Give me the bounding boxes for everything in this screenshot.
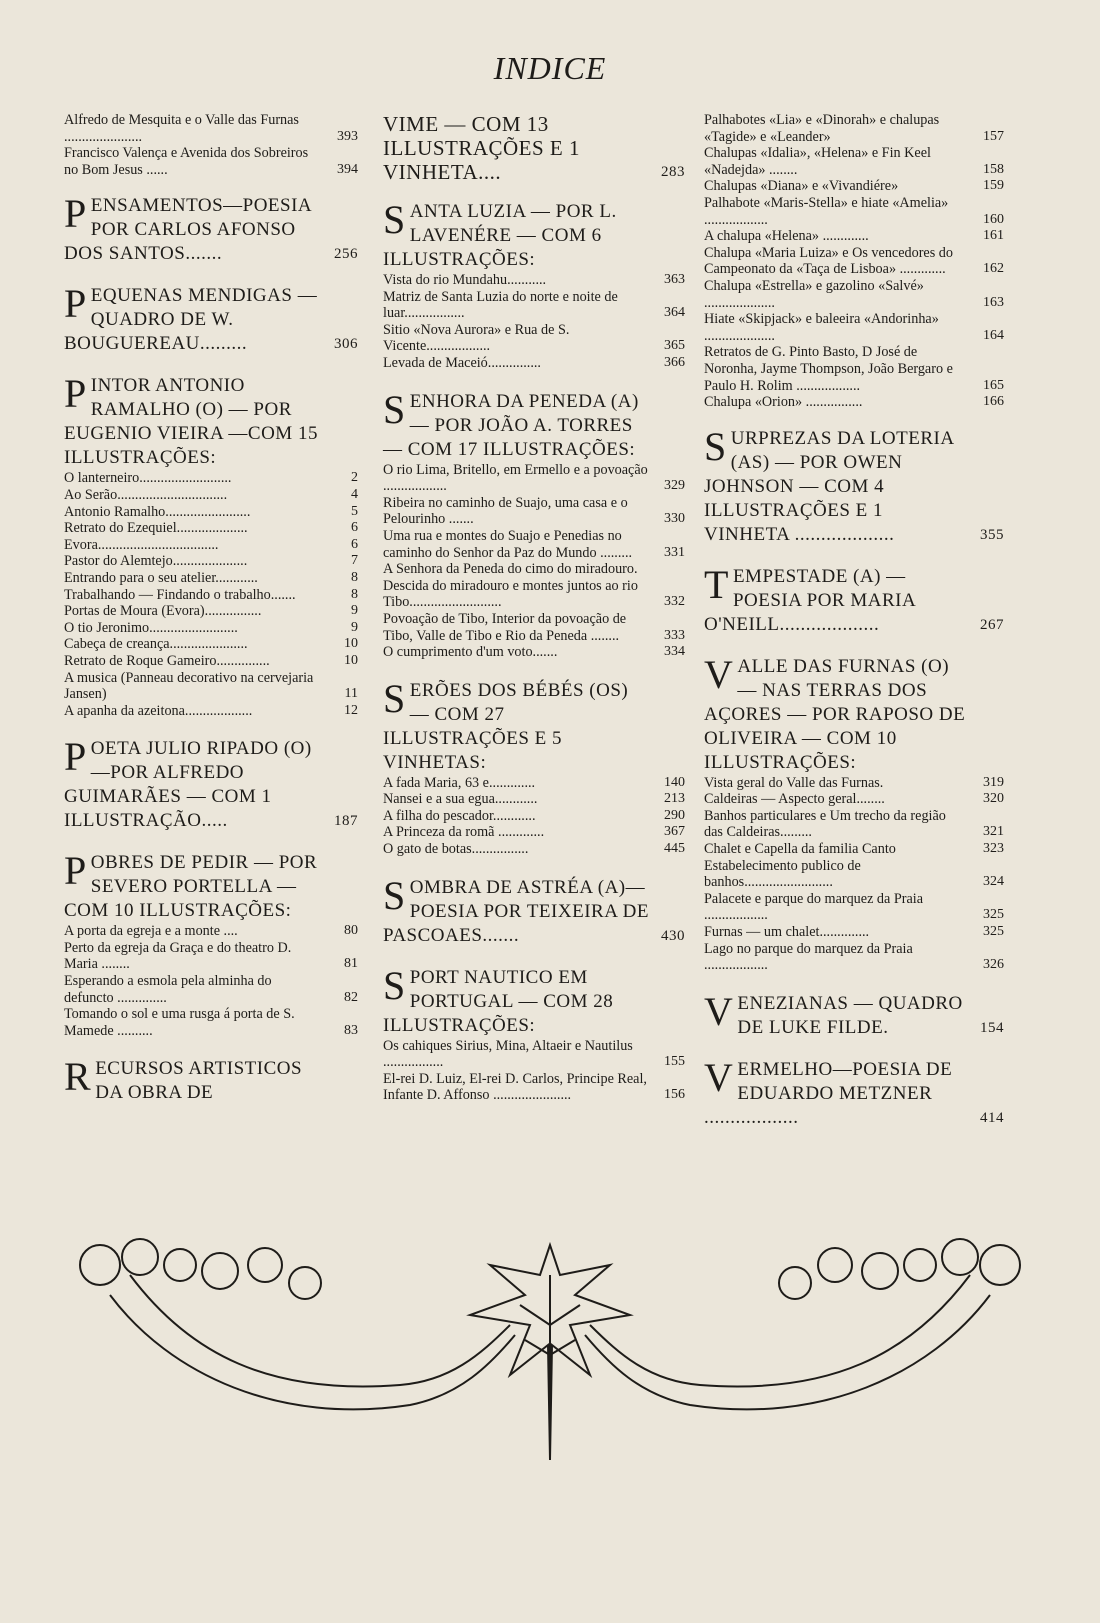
page-number: 367 [664,824,685,840]
page-number: 165 [983,377,1004,393]
entry-title: El-rei D. Luiz, El-rei D. Carlos, Principe Real, Infante D. Affonso ...................... [383,1070,647,1104]
page-number: 140 [664,774,685,790]
index-column-2 [383,112,685,1122]
index-entry [383,561,685,611]
entry-title: Perto da egreja da Graça e do theatro D. Maria ........ [64,939,292,973]
index-entry [704,311,1004,344]
drop-capital: P [64,281,87,327]
index-entry [704,195,1004,228]
index-entry [64,470,358,487]
drop-capital: S [383,386,406,432]
index-entry [383,824,685,841]
page-number: 306 [334,336,358,353]
section-heading [704,423,1004,547]
page-number: 445 [664,841,685,857]
section-heading-text: ALLE DAS FURNAS (O) — NAS TERRAS DOS AÇORES — POR RAPOSO DE OLIVEIRA — COM 10 ILLUSTRAÇÕES: [704,655,966,773]
index-entry [704,891,1004,924]
page-number: 430 [661,927,685,944]
drop-capital: P [64,848,87,894]
index-entry [64,1006,358,1039]
page-number: 82 [344,989,358,1005]
page-number: 256 [334,246,358,263]
index-section [704,988,1004,1040]
index-column-1 [64,112,358,1123]
index-entry [704,791,1004,808]
drop-capital: P [64,191,87,237]
section-heading [383,675,685,775]
entry-title: Trabalhando — Findando o trabalho....... [64,586,296,603]
section-heading-text: ENHORA DA PENEDA (A) — POR JOÃO A. TORRES — COM 17 ILLUSTRAÇÕES: [383,390,639,460]
entry-title: Chalupa «Orion» ................ [704,394,863,411]
entry-title: Alfredo de Mesquita e o Valle das Furnas ...................... [64,112,299,145]
section-heading-text: PORT NAUTICO EM PORTUGAL — COM 28 ILLUSTRAÇÕES: [383,966,614,1036]
index-entry [383,644,685,661]
page-number: 324 [983,874,1004,890]
entry-title: O rio Lima, Britello, em Ermello e a povoação .................. [383,461,648,495]
page-number: 164 [983,327,1004,343]
section-heading [704,651,1004,775]
page-number: 323 [983,841,1004,857]
index-section [64,191,358,266]
entry-title: Palacete e parque do marquez da Praia .................. [704,890,924,924]
page-number: 9 [351,619,358,635]
page-number: 366 [664,354,685,370]
page-number: 154 [980,1019,1004,1036]
entry-title: Ao Serão............................... [64,486,228,503]
entry-title: Entrando para o seu atelier............ [64,569,258,586]
index-entry [383,791,685,808]
entry-title: Uma rua e montes do Suajo e Penedias no caminho do Senhor da Paz do Mundo ......... [383,527,633,561]
section-heading [383,962,685,1038]
entry-title: O cumprimento d'um voto....... [383,644,558,661]
entry-title: Hiate «Skipjack» e baleeira «Andorinha» .................... [704,311,939,344]
page-number: 330 [664,511,685,527]
drop-capital: V [704,651,734,697]
index-entry [64,504,358,521]
page-number: 365 [664,338,685,354]
index-entry [64,603,358,620]
drop-capital: R [64,1054,92,1100]
entry-title: Vista geral do Valle das Furnas. [704,774,884,791]
index-section [383,872,685,948]
index-entry [383,611,685,644]
index-entry [383,528,685,561]
page-number: 8 [351,586,358,602]
index-entry [383,272,685,289]
index-section [383,962,685,1104]
page-number: 162 [983,261,1004,277]
entry-title: Francisco Valença e Avenida dos Sobreiros no Bom Jesus ...... [64,145,309,178]
section-heading-text: ANTA LUZIA — POR L. LAVENÉRE — COM 6 ILLUSTRAÇÕES: [383,201,617,270]
page-number: 326 [983,957,1004,973]
index-section [383,675,685,858]
index-entry [64,520,358,537]
index-column-3 [704,112,1004,1148]
entry-title: A musica (Panneau decorativo na cervejaria Jansen) [64,669,314,703]
entry-title: Lago no parque do marquez da Praia .................. [704,940,913,974]
index-entry [704,228,1004,245]
drop-capital: S [383,962,406,1008]
index-entry [383,841,685,858]
entry-title: Chalupa «Maria Luiza» e Os vencedores do Campeonato da «Taça de Lisboa» ............. [704,244,953,278]
page-number: 2 [351,470,358,486]
index-entry [704,112,1004,145]
page-number: 80 [344,923,358,939]
entry-title: Chalet e Capella da familia Canto [704,841,896,858]
entry-title: Sitio «Nova Aurora» e Rua de S. Vicente.................. [383,321,570,355]
page-number: 10 [344,652,358,668]
page-number: 290 [664,807,685,823]
section-heading-text: ERÕES DOS BÉBÉS (OS) — COM 27 ILLUSTRAÇÕES E 5 VINHETAS: [383,679,629,773]
index-entry [383,775,685,792]
page-number: 364 [664,305,685,321]
entry-title: Povoação de Tibo, Interior da povoação de Tibo, Valle de Tibo e Rio da Peneda ........ [383,610,627,644]
entry-title: A filha do pescador............ [383,807,536,824]
drop-capital: S [383,197,406,242]
entry-title: Retrato de Roque Gameiro............... [64,652,270,669]
section-heading [64,848,358,923]
section-heading-text: OETA JULIO RIPADO (O)—POR ALFREDO GUIMARÃES — COM 1 ILLUSTRAÇÃO..... [64,738,312,832]
page-number: 283 [661,164,685,180]
index-entry [64,570,358,587]
drop-capital: S [704,423,727,469]
section-heading-text: EQUENAS MENDIGAS — QUADRO DE W. BOUGUEREAU......... [64,285,318,355]
section-heading [64,191,358,266]
continued-heading [383,112,685,184]
index-section [64,281,358,356]
entry-title: Matriz de Santa Luzia do norte e noite de luar................. [383,288,618,322]
section-heading [383,386,685,462]
entry-title: O lanterneiro.......................... [64,470,232,487]
entry-title: A Senhora da Peneda do cimo do miradouro. Descida do miradouro e montes juntos ao rio Tibo.......................... [383,561,638,611]
drop-capital: S [383,675,406,721]
index-entry [383,1071,685,1104]
entry-title: Os cahiques Sirius, Mina, Altaeir e Nautilus ................. [383,1037,633,1071]
index-entry [704,841,1004,858]
index-entry [704,344,1004,394]
index-entry [383,808,685,825]
index-entry [383,289,685,322]
index-entry [704,278,1004,311]
index-section [383,386,685,661]
page-number: 9 [351,603,358,619]
index-entry [704,394,1004,411]
index-entry [64,145,358,178]
page-number: 213 [664,791,685,807]
index-section [704,423,1004,547]
index-entry [704,775,1004,792]
page-number: 325 [983,907,1004,923]
continued-entries [704,112,1004,411]
page-number: 81 [344,956,358,972]
entry-title: A fada Maria, 63 e............. [383,774,536,791]
section-heading [383,112,685,184]
index-entry [383,355,685,372]
page-number: 394 [337,161,358,177]
index-entry [64,923,358,940]
entry-title: A apanha da azeitona................... [64,702,253,719]
index-entry [64,553,358,570]
section-heading-text: OBRES DE PEDIR — POR SEVERO PORTELLA — COM 10 ILLUSTRAÇÕES: [64,852,318,922]
section-heading-text: URPREZAS DA LOTERIA (AS) — POR OWEN JOHNSON — COM 4 ILLUSTRAÇÕES E 1 VINHETA ................... [704,427,954,545]
entry-title: Furnas — um chalet.............. [704,924,870,941]
section-heading [704,1054,1004,1130]
entry-title: Retrato do Ezequiel.................... [64,520,248,537]
index-entry [704,808,1004,841]
entry-title: Chalupas «Idalia», «Helena» e Fin Keel «Nadejda» ........ [704,145,931,178]
entry-title: Banhos particulares e Um trecho da região das Caldeiras......... [704,807,946,841]
section-heading-text: ECURSOS ARTISTICOS DA OBRA DE [95,1058,303,1104]
entry-title: Palhabote «Maris-Stella» e hiate «Amelia» .................. [704,194,949,228]
page-number: 333 [664,627,685,643]
index-entry [64,112,358,145]
section-heading-text: EMPESTADE (A) — POESIA POR MARIA O'NEILL................... [704,565,916,635]
section-heading-text: ERMELHO—POESIA DE EDUARDO METZNER .................. [704,1058,953,1128]
page-title: INDICE [493,50,607,86]
entry-title: Chalupa «Estrella» e gazolino «Salvé» .................... [704,277,924,311]
entry-title: Esperando a esmola pela alminha do defuncto .............. [64,973,272,1006]
index-entry [64,537,358,554]
page-number: 155 [664,1054,685,1070]
drop-capital: P [64,371,87,417]
page-number: 158 [983,161,1004,177]
section-heading [64,281,358,356]
page-number: 83 [344,1022,358,1038]
drop-capital: T [704,561,729,607]
page-number: 161 [983,228,1004,244]
index-entry [383,322,685,355]
index-section [704,561,1004,637]
entry-title: Retratos de G. Pinto Basto, D José de Noronha, Jayme Thompson, João Bergaro e Paulo H. Rolim .................. [704,344,953,394]
drop-capital: S [383,872,406,918]
index-entry [64,636,358,653]
page-number: 267 [980,616,1004,633]
index-section [383,197,685,372]
entry-title: Palhabotes «Lia» e «Dinorah» e chalupas «Tagide» e «Leander» [704,112,940,145]
index-entry [64,670,358,703]
entry-title: Evora.................................. [64,536,219,553]
section-heading-text: ENEZIANAS — QUADRO DE LUKE FILDE. [737,992,963,1038]
index-entry [64,487,358,504]
index-section [704,1054,1004,1130]
drop-capital: V [704,1054,734,1100]
index-entry [704,245,1004,278]
section-heading-text: OMBRA DE ASTRÉA (A)—POESIA POR TEIXEIRA DE PASCOAES....... [383,876,649,946]
page-number: 160 [983,211,1004,227]
index-section [64,1054,358,1105]
page-number: 321 [983,824,1004,840]
entry-title: Estabelecimento publico de banhos......................... [704,857,861,891]
entry-title: A chalupa «Helena» ............. [704,228,869,245]
page-number: 4 [351,486,358,502]
index-entry [383,1038,685,1071]
index-entry [64,703,358,720]
index-entry [704,941,1004,974]
section-heading [64,734,358,833]
page-number: 6 [351,520,358,536]
page-number: 157 [983,128,1004,144]
page-number: 334 [664,644,685,660]
entry-title: Pastor do Alemtejo..................... [64,553,248,570]
entry-title: Caldeiras — Aspecto geral........ [704,791,885,808]
page-number: 163 [983,294,1004,310]
page-number: 10 [344,636,358,652]
page-number: 6 [351,536,358,552]
section-heading [64,1054,358,1105]
entry-title: Ribeira no caminho de Suajo, uma casa e o Pelourinho ....... [383,494,628,528]
section-heading [704,561,1004,637]
page-number: 363 [664,272,685,287]
section-heading-text: ENSAMENTOS—POESIA POR CARLOS AFONSO DOS SANTOS....... [64,195,312,265]
section-heading [64,371,358,470]
entry-title: Levada de Maceió............... [383,354,541,371]
index-entry [704,178,1004,195]
entry-title: Vista do rio Mundahu........... [383,272,547,288]
page-number: 320 [983,791,1004,807]
drop-capital: V [704,988,734,1034]
page-number: 331 [664,544,685,560]
entry-title: O tio Jeronimo......................... [64,619,238,636]
index-entry [64,620,358,637]
page-number: 414 [980,1109,1004,1126]
page-number: 7 [351,553,358,569]
section-heading-text: INTOR ANTONIO RAMALHO (O) — POR EUGENIO VIEIRA —COM 15 ILLUSTRAÇÕES: [64,375,318,469]
section-heading [383,197,685,272]
index-entry [64,653,358,670]
section-heading-text: VIME — COM 13 ILLUSTRAÇÕES E 1 VINHETA.... [383,112,580,184]
section-heading [383,872,685,948]
page-number: 355 [980,526,1004,543]
page-number: 156 [664,1087,685,1103]
index-entry [383,462,685,495]
page-number: 332 [664,594,685,610]
index-section [704,651,1004,974]
index-entry [64,973,358,1006]
index-entry [64,587,358,604]
page-number: 187 [334,813,358,830]
entry-title: Chalupas «Diana» e «Vivandiére» [704,178,899,195]
drop-capital: P [64,734,87,780]
entry-title: Antonio Ramalho........................ [64,503,251,520]
continued-entries [64,112,358,178]
index-section [64,848,358,1039]
entry-title: A Princeza da romã ............. [383,824,545,841]
entry-title: Tomando o sol e uma rusga á porta de S. Mamede .......... [64,1006,295,1039]
page-number: 5 [351,503,358,519]
entry-title: Nansei e a sua egua............ [383,791,538,808]
page-number: 329 [664,478,685,494]
page-number: 159 [983,178,1004,194]
index-section [64,734,358,833]
page-number: 319 [983,774,1004,790]
index-entry [704,145,1004,178]
entry-title: O gato de botas................ [383,841,529,858]
page-number: 12 [344,702,358,718]
index-entry [64,940,358,973]
page-number: 393 [337,128,358,144]
index-entry [383,495,685,528]
section-heading [704,988,1004,1040]
entry-title: A porta da egreja e a monte .... [64,923,238,940]
floral-ornament [70,1235,1030,1465]
index-entry [704,924,1004,941]
page-number: 325 [983,924,1004,940]
page-number: 8 [351,569,358,585]
page-number: 166 [983,394,1004,410]
index-entry [704,858,1004,891]
page-number: 11 [344,686,358,702]
entry-title: Portas de Moura (Evora)................ [64,603,262,620]
entry-title: Cabeça de creança...................... [64,636,248,653]
index-section [64,371,358,719]
